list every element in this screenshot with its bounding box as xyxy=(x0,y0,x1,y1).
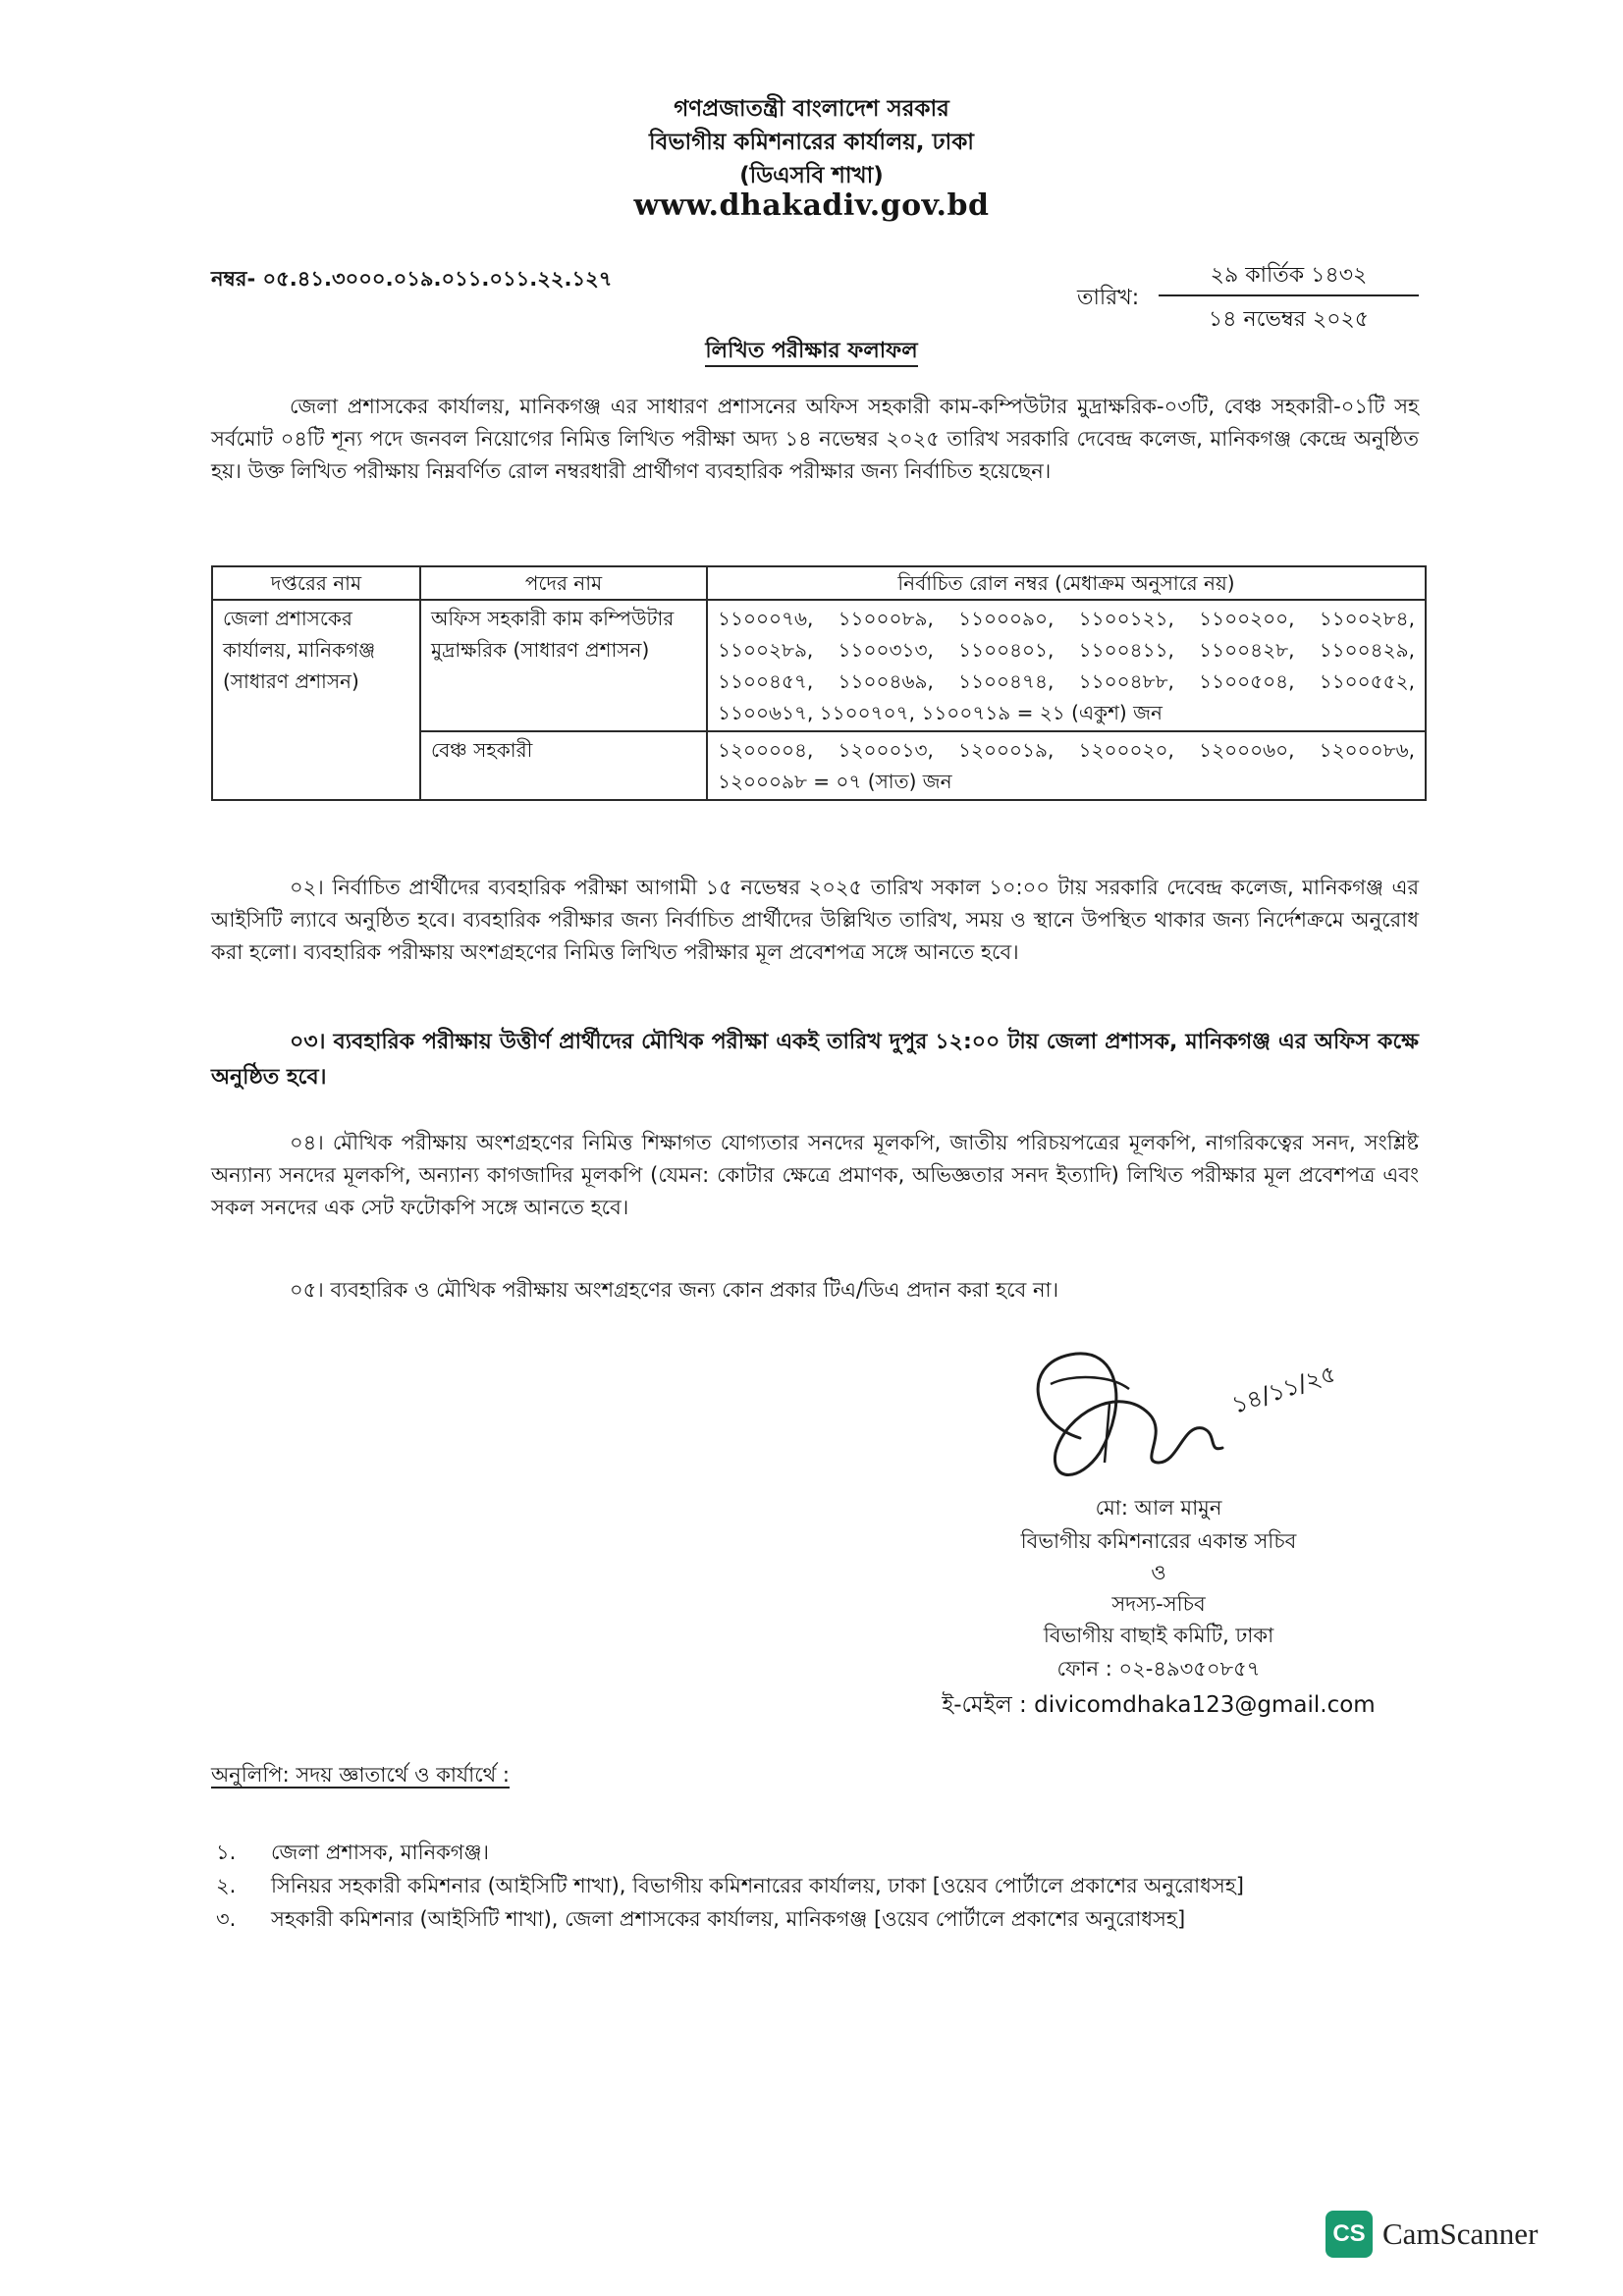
list-item xyxy=(216,1902,1434,1936)
date-bangla: ২৯ কার্তিক ১৪৩২ xyxy=(1210,263,1368,288)
results-table xyxy=(211,565,1427,801)
rolls-cell: ১১০০০৭৬, ১১০০০৮৯, ১১০০০৯০, ১১০০১২১, ১১০০২০০, ১১০০২৮৪, ১১০০২৮৯, ১১০০৩১৩, ১১০০৪০১, ১১০০৪১১, ১১০০৪২৮, ১১০০৪২৯, ১১০০৪৫৭, ১১০০৪৬৯, ১১০০৪৭৪, ১১০০৪৮৮, ১১০০৫০৪, ১১০০৫৫২, ১১০০৬১৭, ১১০০৭০৭, ১১০০৭১৯ = ২১ (একুশ) জন xyxy=(707,600,1426,731)
date-block xyxy=(1159,259,1419,339)
signatory-phone: ফোন : ০২-৪৯৩৫০৮৫৭ xyxy=(1056,1657,1261,1681)
date-label: তারিখ: xyxy=(1077,286,1140,310)
office-cell: জেলা প্রশাসকের কার্যালয়, মানিকগঞ্জ (সাধারণ প্রশাসন) xyxy=(212,600,420,800)
paragraph-02: ০২। নির্বাচিত প্রার্থীদের ব্যবহারিক পরীক্ষা আগামী ১৫ নভেম্বর ২০২৫ তারিখ সকাল ১০:০০ টায় সরকারি দেবেন্দ্র কলেজ, মানিকগঞ্জ এর আইসিটি ল্যাবে অনুষ্ঠিত হবে। ব্যবহারিক পরীক্ষার জন্য নির্বাচিত প্রার্থীদের উল্লিখিত তারিখ, সময় ও স্থানে উপস্থিত থাকার জন্য নির্দেশক্রমে অনুরোধ করা হলো। ব্যবহারিক পরীক্ষায় অংশগ্রহণের নিমিত্ত লিখিত পরীক্ষার মূল প্রবেশপত্র সঙ্গে আনতে হবে। xyxy=(211,876,1419,964)
memo-number: নম্বর- ০৫.৪১.৩০০০.০১৯.০১১.০১১.২২.১২৭ xyxy=(211,267,613,291)
paragraph-03: ০৩। ব্যবহারিক পরীক্ষায় উত্তীর্ণ প্রার্থীদের মৌখিক পরীক্ষা একই তারিখ দুপুর ১২:০০ টায় জেলা প্রশাসক, মানিকগঞ্জ এর অফিস কক্ষে অনুষ্ঠিত হবে। xyxy=(211,1030,1419,1090)
intro-paragraph: জেলা প্রশাসকের কার্যালয়, মানিকগঞ্জ এর সাধারণ প্রশাসনের অফিস সহকারী কাম-কম্পিউটার মুদ্রাক্ষরিক-০৩টি, বেঞ্চ সহকারী-০১টি সহ সর্বমোট ০৪টি শূন্য পদে জনবল নিয়োগের নিমিত্ত লিখিত পরীক্ষা অদ্য ১৪ নভেম্বর ২০২৫ তারিখ সরকারি দেবেন্দ্র কলেজ, মানিকগঞ্জ কেন্দ্রে অনুষ্ঠিত হয়। উক্ত লিখিত পরীক্ষায় নিম্নবর্ণিত রোল নম্বরধারী প্রার্থীগণ ব্যবহারিক পরীক্ষার জন্য নির্বাচিত হয়েছেন। xyxy=(211,395,1419,483)
paragraph-05: ০৫। ব্যবহারিক ও মৌখিক পরীক্ষায় অংশগ্রহণের জন্য কোন প্রকার টিএ/ডিএ প্রদান করা হবে না। xyxy=(290,1278,1059,1302)
branch-name: (ডিএসবি শাখা) xyxy=(739,163,884,188)
signatory-name: মো: আল মামুন xyxy=(1095,1496,1222,1520)
table-header-row xyxy=(212,566,1426,600)
post-cell: অফিস সহকারী কাম কম্পিউটার মুদ্রাক্ষরিক (সাধারণ প্রশাসন) xyxy=(420,600,707,731)
camscanner-logo-icon: CS xyxy=(1325,2211,1373,2258)
signatory-committee: বিভাগীয় বাছাই কমিটি, ঢাকা xyxy=(1043,1624,1274,1647)
website-link[interactable]: www.dhakadiv.gov.bd xyxy=(633,188,990,223)
rolls-cell: ১২০০০০৪, ১২০০০১৩, ১২০০০১৯, ১২০০০২০, ১২০০০৬০, ১২০০০৮৬, ১২০০০৯৮ = ০৭ (সাত) জন xyxy=(707,731,1426,800)
list-item xyxy=(216,1869,1434,1902)
date-divider xyxy=(1159,294,1419,296)
government-name: গণপ্রজাতন্ত্রী বাংলাদেশ সরকার xyxy=(674,96,949,122)
cc-heading xyxy=(211,1759,510,1793)
handwritten-date: ১৪/১১/২৫ xyxy=(1228,1360,1340,1419)
list-item-number: ৩. xyxy=(216,1907,237,1931)
table-row xyxy=(212,600,1426,731)
cc-list xyxy=(216,1836,1434,1936)
signatory-designation: বিভাগীয় কমিশনারের একান্ত সচিব xyxy=(1020,1529,1297,1553)
handwritten-signature xyxy=(1011,1345,1340,1492)
list-item-number: ২. xyxy=(216,1874,237,1897)
camscanner-text: CamScanner xyxy=(1382,2216,1539,2251)
list-item-text: জেলা প্রশাসক, মানিকগঞ্জ। xyxy=(271,1841,490,1864)
signatory-email[interactable]: ই-মেইল : divicomdhaka123@gmail.com xyxy=(942,1692,1376,1718)
signatory-role: সদস্য-সচিব xyxy=(1111,1592,1206,1616)
list-item-text: সহকারী কমিশনার (আইসিটি শাখা), জেলা প্রশাসকের কার্যালয়, মানিকগঞ্জ [ওয়েব পোর্টালে প্রকাশের অনুরোধসহ] xyxy=(271,1907,1186,1931)
document-title-text: লিখিত পরীক্ষার ফলাফল xyxy=(705,339,917,367)
header-office: দপ্তরের নাম xyxy=(212,566,420,600)
office-name: বিভাগীয় কমিশনারের কার্যালয়, ঢাকা xyxy=(649,130,974,155)
date-english: ১৪ নভেম্বর ২০২৫ xyxy=(1208,307,1370,332)
camscanner-watermark xyxy=(1325,2211,1538,2258)
list-item-number: ১. xyxy=(216,1841,237,1864)
list-item xyxy=(216,1836,1434,1869)
signatory-and: ও xyxy=(1151,1561,1166,1584)
post-cell: বেঞ্চ সহকারী xyxy=(420,731,707,800)
cc-heading-text: অনুলিপি: সদয় জ্ঞাতার্থে ও কার্যার্থে : xyxy=(211,1763,510,1787)
list-item-text: সিনিয়র সহকারী কমিশনার (আইসিটি শাখা), বিভাগীয় কমিশনারের কার্যালয়, ঢাকা [ওয়েব পোর্টালে প্রকাশের অনুরোধসহ] xyxy=(271,1874,1244,1897)
header-post: পদের নাম xyxy=(420,566,707,600)
paragraph-04: ০৪। মৌখিক পরীক্ষায় অংশগ্রহণের নিমিত্ত শিক্ষাগত যোগ্যতার সনদের মূলকপি, জাতীয় পরিচয়পত্রের মূলকপি, নাগরিকত্বের সনদ, সংশ্লিষ্ট অন্যান্য সনদের মূলকপি, অন্যান্য কাগজাদির মূলকপি (যেমন: কোটার ক্ষেত্রে প্রমাণক, অভিজ্ঞতার সনদ ইত্যাদি) লিখিত পরীক্ষার মূল প্রবেশপত্র এবং সকল সনদের এক সেট ফটোকপি সঙ্গে আনতে হবে। xyxy=(211,1131,1419,1219)
document-title xyxy=(0,334,1623,370)
header-rolls: নির্বাচিত রোল নম্বর (মেধাক্রম অনুসারে নয়) xyxy=(707,566,1426,600)
